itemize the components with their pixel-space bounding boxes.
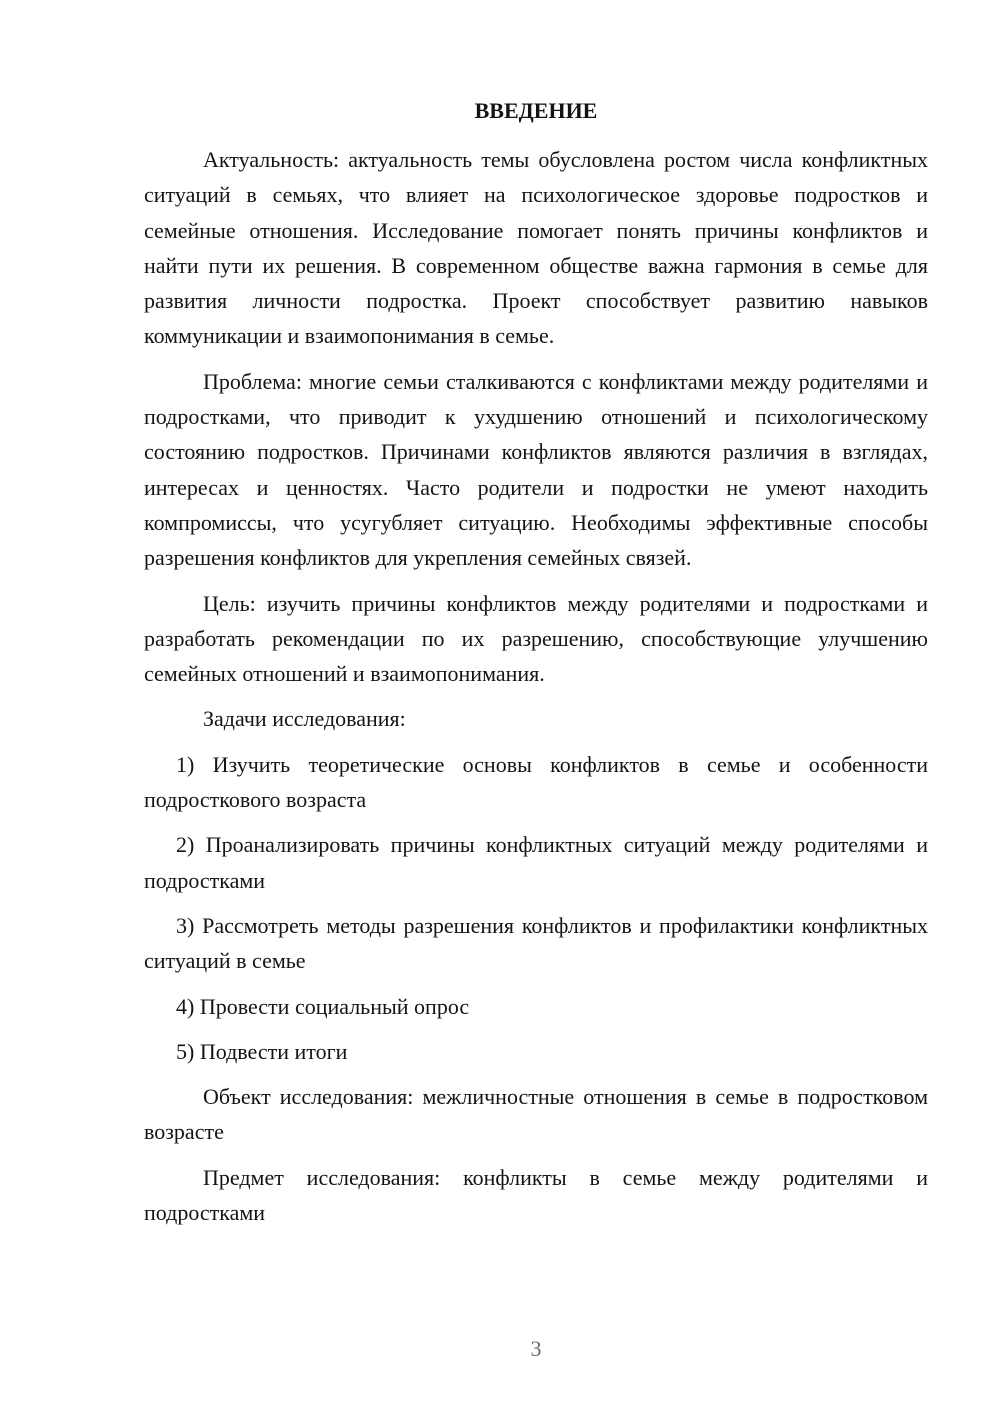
page-number: 3	[530, 1336, 542, 1361]
task-item-5: 5) Подвести итоги	[176, 1038, 348, 1064]
task-item-1: 1) Изучить теоретические основы конфликтов в семье и особенности подросткового возраста	[144, 751, 928, 813]
task-item-3: 3) Рассмотреть методы разрешения конфликтов и профилактики конфликтных ситуаций в семье	[144, 912, 928, 974]
goal-paragraph: Цель: изучить причины конфликтов между родителями и подростками и разработать рекомендации по их разрешению, способствующие улучшению семейных отношений и взаимопонимания.	[144, 590, 928, 687]
object-paragraph: Объект исследования: межличностные отношения в семье в подростковом возрасте	[144, 1084, 928, 1145]
document-body	[144, 142, 928, 1240]
page-title: ВВЕДЕНИЕ	[474, 98, 598, 123]
relevance-paragraph: Актуальность: актуальность темы обусловлена ростом числа конфликтных ситуаций в семьях, что влияет на психологическое здоровье подростков и семейные отношения. Исследование помогает понять причины конфликтов и найти пути их решения. В современном обществе важна гармония в семье для развития личности подростка. Проект способствует развитию навыков коммуникации и взаимопонимания в семье.	[144, 147, 928, 349]
tasks-heading: Задачи исследования:	[203, 706, 406, 732]
subject-paragraph: Предмет исследования: конфликты в семье между родителями и подростками	[144, 1164, 928, 1226]
task-item-4: 4) Провести социальный опрос	[176, 993, 470, 1019]
problem-paragraph: Проблема: многие семьи сталкиваются с конфликтами между родителями и подростками, что приводит к ухудшению отношений и психологическому состоянию подростков. Причинами конфликтов являются различия в взглядах, интересах и ценностях. Часто родители и подростки не умеют находить компромиссы, что усугубляет ситуацию. Необходимы эффективные способы разрешения конфликтов для укрепления семейных связей.	[144, 368, 928, 571]
task-item-2: 2) Проанализировать причины конфликтных ситуаций между родителями и подростками	[144, 832, 928, 893]
